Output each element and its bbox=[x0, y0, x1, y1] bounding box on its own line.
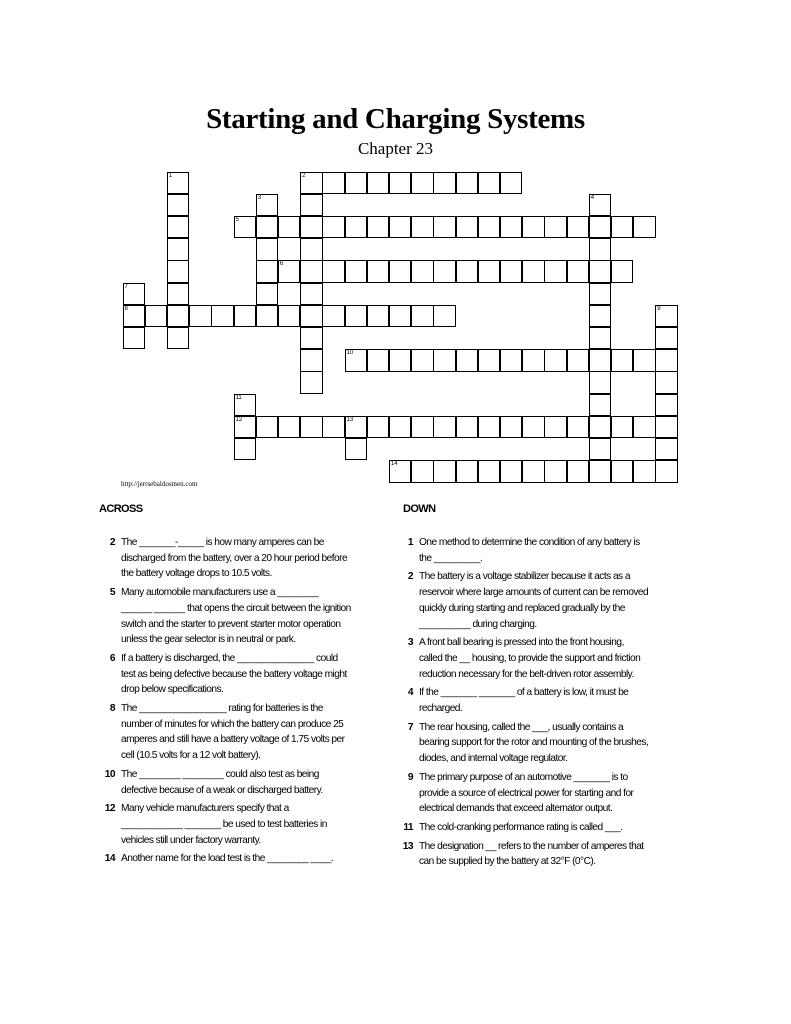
crossword-cell[interactable] bbox=[589, 216, 612, 239]
crossword-cell[interactable] bbox=[522, 349, 545, 372]
crossword-cell[interactable] bbox=[589, 371, 612, 394]
crossword-cell[interactable] bbox=[167, 238, 190, 261]
crossword-cell[interactable] bbox=[322, 416, 345, 439]
clue-number: 2 bbox=[109, 537, 115, 548]
clue-text: The designation __ refers to the number of amperes that can be supplied by the battery at 32°F (0°C). bbox=[419, 840, 644, 868]
crossword-cell[interactable] bbox=[234, 305, 257, 328]
clue-number: 11 bbox=[403, 821, 413, 833]
crossword-cell[interactable] bbox=[478, 349, 501, 372]
crossword-cell[interactable] bbox=[167, 194, 190, 217]
crossword-cell[interactable] bbox=[367, 349, 390, 372]
crossword-cell[interactable] bbox=[389, 260, 412, 283]
clue-number: 6 bbox=[109, 652, 115, 664]
clue-number: 4 bbox=[407, 687, 413, 699]
crossword-cell[interactable] bbox=[478, 172, 501, 195]
crossword-cell[interactable] bbox=[300, 260, 323, 283]
crossword-cell[interactable] bbox=[345, 305, 368, 328]
crossword-cell[interactable] bbox=[367, 260, 390, 283]
cell-number: 5 bbox=[235, 216, 239, 223]
crossword-cell[interactable] bbox=[567, 416, 590, 439]
crossword-cell[interactable] bbox=[433, 349, 456, 372]
across-clue bbox=[99, 585, 351, 648]
crossword-cell[interactable] bbox=[256, 216, 279, 239]
crossword-cell[interactable] bbox=[633, 349, 656, 372]
clue-text: The _______-_____ is how many amperes can be discharged from the battery, over a 20 hour period before the battery voltage drops to 10.5 volts. bbox=[121, 537, 348, 580]
cell-number: 13 bbox=[346, 416, 354, 423]
crossword-cell[interactable] bbox=[300, 349, 323, 372]
down-heading: DOWN bbox=[403, 503, 436, 515]
clue-text: A front ball bearing is pressed into the front housing, called the __ housing, to provide the support and friction reduction necessary for the belt-driven rotor assembly. bbox=[419, 637, 641, 680]
crossword-cell[interactable] bbox=[655, 349, 678, 372]
clue-text: The ________ ________ could also test as being defective because of a weak or discharged battery. bbox=[121, 768, 323, 796]
cell-number: 4 bbox=[590, 194, 595, 201]
crossword-cell[interactable] bbox=[522, 216, 545, 239]
page-title: Starting and Charging Systems bbox=[206, 103, 585, 135]
crossword-cell[interactable] bbox=[256, 283, 279, 306]
cell-number: 12 bbox=[235, 416, 243, 423]
crossword-cell[interactable] bbox=[345, 416, 368, 439]
down-clue bbox=[397, 820, 649, 836]
crossword-cell[interactable] bbox=[411, 172, 434, 195]
crossword-cell[interactable] bbox=[456, 349, 479, 372]
cell-number: 11 bbox=[235, 394, 242, 401]
crossword-cell[interactable] bbox=[167, 260, 190, 283]
clue-number: 12 bbox=[104, 803, 115, 815]
down-clue bbox=[397, 720, 649, 767]
crossword-cell[interactable] bbox=[478, 416, 501, 439]
clue-text: Many automobile manufacturers use a ________ ______ ______ that opens the circuit between the ignition switch and the starter to prevent starter motor operation unless the gear selector is in neutral or park. bbox=[121, 587, 351, 646]
clue-text: If the _______ _______ of a battery is low, it must be recharged. bbox=[419, 687, 629, 715]
crossword-cell[interactable] bbox=[322, 260, 345, 283]
page-subtitle: Chapter 23 bbox=[357, 139, 434, 158]
cell-number: 8 bbox=[124, 305, 128, 312]
crossword-cell[interactable] bbox=[123, 283, 146, 306]
crossword-cell[interactable] bbox=[456, 460, 479, 483]
across-clue bbox=[99, 651, 351, 698]
clue-number: 8 bbox=[109, 703, 115, 715]
crossword-cell[interactable] bbox=[145, 305, 168, 328]
across-heading: ACROSS bbox=[99, 503, 143, 515]
crossword-cell[interactable] bbox=[345, 260, 368, 283]
crossword-cell[interactable] bbox=[655, 371, 678, 394]
clue-number: 2 bbox=[407, 571, 413, 583]
crossword-cell[interactable] bbox=[300, 216, 323, 239]
crossword-cell[interactable] bbox=[322, 305, 345, 328]
crossword-cell[interactable] bbox=[655, 394, 678, 417]
down-clue bbox=[397, 685, 649, 716]
crossword-cell[interactable] bbox=[234, 394, 257, 417]
crossword-cell[interactable] bbox=[345, 172, 368, 195]
crossword-cell[interactable] bbox=[500, 172, 523, 195]
crossword-cell[interactable] bbox=[478, 260, 501, 283]
crossword-cell[interactable] bbox=[234, 438, 257, 461]
crossword-cell[interactable] bbox=[633, 216, 656, 239]
cell-number: 3 bbox=[257, 194, 262, 201]
cell-number: 2 bbox=[302, 172, 306, 179]
down-clue bbox=[397, 839, 649, 870]
crossword-cell[interactable] bbox=[256, 238, 279, 261]
crossword-cell[interactable] bbox=[589, 394, 612, 417]
across-clue bbox=[99, 535, 351, 582]
crossword-cell[interactable] bbox=[123, 305, 146, 328]
crossword-cell[interactable] bbox=[234, 216, 257, 239]
crossword-cell[interactable] bbox=[567, 460, 590, 483]
crossword-cell[interactable] bbox=[411, 416, 434, 439]
down-clue bbox=[397, 535, 649, 566]
clue-text: One method to determine the condition of any battery is the _________. bbox=[419, 537, 640, 564]
source-url: http://jerrsebaldosmen.com bbox=[121, 480, 198, 488]
across-clue bbox=[99, 801, 351, 848]
crossword-cell[interactable] bbox=[433, 416, 456, 439]
crossword-cell[interactable] bbox=[589, 327, 612, 350]
crossword-cell[interactable] bbox=[300, 238, 323, 261]
down-clue-list bbox=[397, 535, 649, 873]
crossword-cell[interactable] bbox=[389, 416, 412, 439]
crossword-cell[interactable] bbox=[345, 216, 368, 239]
cell-number: 1 bbox=[168, 172, 173, 179]
crossword-cell[interactable] bbox=[322, 216, 345, 239]
crossword-cell[interactable] bbox=[655, 305, 678, 328]
clue-text: Another name for the load test is the ________ ____. bbox=[121, 853, 334, 865]
crossword-cell[interactable] bbox=[589, 438, 612, 461]
crossword-cell[interactable] bbox=[589, 283, 612, 306]
crossword-cell[interactable] bbox=[500, 216, 523, 239]
crossword-cell[interactable] bbox=[367, 172, 390, 195]
crossword-cell[interactable] bbox=[589, 349, 612, 372]
crossword-cell[interactable] bbox=[256, 194, 279, 217]
crossword-cell[interactable] bbox=[544, 460, 567, 483]
crossword-cell[interactable] bbox=[167, 172, 190, 195]
cell-number: 7 bbox=[124, 283, 128, 290]
crossword-cell[interactable] bbox=[633, 416, 656, 439]
across-clue-list bbox=[99, 535, 351, 870]
crossword-cell[interactable] bbox=[389, 172, 412, 195]
crossword-cell[interactable] bbox=[655, 327, 678, 350]
crossword-cell[interactable] bbox=[567, 260, 590, 283]
crossword-cell[interactable] bbox=[655, 416, 678, 439]
crossword-grid bbox=[0, 0, 791, 500]
crossword-cell[interactable] bbox=[300, 371, 323, 394]
crossword-cell[interactable] bbox=[123, 327, 146, 350]
crossword-cell[interactable] bbox=[633, 460, 656, 483]
crossword-cell[interactable] bbox=[389, 216, 412, 239]
clue-text: If a battery is discharged, the _______________ could test as being defective because the battery voltage might drop below specifications. bbox=[121, 652, 347, 696]
crossword-cell[interactable] bbox=[189, 305, 212, 328]
crossword-cell[interactable] bbox=[367, 305, 390, 328]
crossword-cell[interactable] bbox=[567, 349, 590, 372]
clue-number: 10 bbox=[104, 768, 115, 780]
clue-number: 3 bbox=[407, 637, 413, 649]
crossword-cell[interactable] bbox=[433, 216, 456, 239]
crossword-cell[interactable] bbox=[433, 172, 456, 195]
crossword-cell[interactable] bbox=[544, 216, 567, 239]
crossword-cell[interactable] bbox=[345, 438, 368, 461]
crossword-cell[interactable] bbox=[278, 416, 301, 439]
clue-number: 14 bbox=[104, 853, 115, 865]
crossword-cell[interactable] bbox=[478, 460, 501, 483]
crossword-cell[interactable] bbox=[278, 305, 301, 328]
crossword-cell[interactable] bbox=[611, 416, 634, 439]
crossword-cell[interactable] bbox=[611, 349, 634, 372]
crossword-cell[interactable] bbox=[456, 172, 479, 195]
cell-number: 9 bbox=[657, 305, 661, 312]
crossword-cell[interactable] bbox=[456, 260, 479, 283]
crossword-cell[interactable] bbox=[589, 416, 612, 439]
down-clue bbox=[397, 635, 649, 682]
across-clue bbox=[99, 851, 351, 867]
crossword-cell[interactable] bbox=[256, 416, 279, 439]
crossword-cell[interactable] bbox=[300, 194, 323, 217]
crossword-cell[interactable] bbox=[322, 172, 345, 195]
crossword-cell[interactable] bbox=[611, 216, 634, 239]
crossword-cell[interactable] bbox=[522, 460, 545, 483]
clue-text: Many vehicle manufacturers specify that a ____________ _______ be used to test batteries in vehicles still under factory warranty. bbox=[121, 803, 327, 846]
crossword-cell[interactable] bbox=[411, 460, 434, 483]
crossword-cell[interactable] bbox=[611, 460, 634, 483]
down-clue bbox=[397, 770, 649, 817]
cell-number: 6 bbox=[279, 261, 284, 268]
crossword-cell[interactable] bbox=[500, 416, 523, 439]
crossword-cell[interactable] bbox=[167, 305, 190, 328]
crossword-cell[interactable] bbox=[167, 216, 190, 239]
clue-number: 9 bbox=[407, 771, 413, 783]
crossword-cell[interactable] bbox=[589, 238, 612, 261]
crossword-cell[interactable] bbox=[389, 305, 412, 328]
clue-text: The battery is a voltage stabilizer because it acts as a reservoir where large amounts of current can be removed quickly during starting and replaced gradually by the __________ during charging. bbox=[419, 571, 649, 630]
crossword-cell[interactable] bbox=[655, 438, 678, 461]
crossword-cell[interactable] bbox=[211, 305, 234, 328]
crossword-cell[interactable] bbox=[522, 260, 545, 283]
clue-text: The rear housing, called the ___, usually contains a bearing support for the rotor and mounting of the brushes, diodes, and internal voltage regulator. bbox=[419, 721, 649, 765]
down-clue bbox=[397, 569, 649, 632]
crossword-cell[interactable] bbox=[234, 416, 257, 439]
crossword-cell[interactable] bbox=[611, 260, 634, 283]
crossword-cell[interactable] bbox=[167, 283, 190, 306]
crossword-cell[interactable] bbox=[567, 216, 590, 239]
crossword-cell[interactable] bbox=[300, 172, 323, 195]
crossword-cell[interactable] bbox=[500, 349, 523, 372]
clue-number: 5 bbox=[109, 587, 115, 599]
crossword-cell[interactable] bbox=[544, 416, 567, 439]
crossword-cell[interactable] bbox=[411, 349, 434, 372]
crossword-cell[interactable] bbox=[300, 416, 323, 439]
clue-text: The primary purpose of an automotive _______ is to provide a source of electrical power for starting and for electrical demands that exceed alternator output. bbox=[419, 771, 634, 815]
crossword-cell[interactable] bbox=[256, 260, 279, 283]
crossword-cell[interactable] bbox=[500, 460, 523, 483]
crossword-cell[interactable] bbox=[300, 305, 323, 328]
crossword-cell[interactable] bbox=[345, 349, 368, 372]
crossword-cell[interactable] bbox=[300, 283, 323, 306]
crossword-cell[interactable] bbox=[411, 305, 434, 328]
crossword-cell[interactable] bbox=[167, 327, 190, 350]
crossword-cell[interactable] bbox=[367, 416, 390, 439]
across-clue bbox=[99, 701, 351, 764]
clue-number: 13 bbox=[402, 840, 413, 852]
crossword-cell[interactable] bbox=[389, 460, 412, 483]
crossword-cell[interactable] bbox=[411, 260, 434, 283]
crossword-cell[interactable] bbox=[433, 460, 456, 483]
crossword-cell[interactable] bbox=[589, 260, 612, 283]
crossword-cell[interactable] bbox=[456, 416, 479, 439]
clue-number: 7 bbox=[407, 721, 413, 733]
crossword-cell[interactable] bbox=[433, 260, 456, 283]
crossword-cell[interactable] bbox=[478, 216, 501, 239]
crossword-cell[interactable] bbox=[367, 216, 390, 239]
clue-text: The _________________ rating for batteries is the number of minutes for which the battery can produce 25 amperes and still have a battery voltage of 1.75 volts per cell (10.5 volts for a 12 volt battery). bbox=[121, 703, 345, 762]
crossword-cell[interactable] bbox=[589, 305, 612, 328]
crossword-cell[interactable] bbox=[522, 416, 545, 439]
cell-number: 10 bbox=[346, 350, 354, 357]
crossword-cell[interactable] bbox=[433, 305, 456, 328]
crossword-cell[interactable] bbox=[589, 460, 612, 483]
crossword-cell[interactable] bbox=[300, 327, 323, 350]
crossword-cell[interactable] bbox=[655, 460, 678, 483]
crossword-cell[interactable] bbox=[544, 260, 567, 283]
crossword-cell[interactable] bbox=[500, 260, 523, 283]
crossword-cell[interactable] bbox=[589, 194, 612, 217]
crossword-cell[interactable] bbox=[411, 216, 434, 239]
crossword-cell[interactable] bbox=[456, 216, 479, 239]
crossword-cell[interactable] bbox=[544, 349, 567, 372]
crossword-cell[interactable] bbox=[256, 305, 279, 328]
across-clue bbox=[99, 767, 351, 798]
clue-text: The cold-cranking performance rating is called ___. bbox=[419, 821, 623, 833]
crossword-cell[interactable] bbox=[389, 349, 412, 372]
crossword-cell[interactable] bbox=[278, 260, 301, 283]
cell-number: 14 bbox=[390, 461, 398, 468]
crossword-cell[interactable] bbox=[278, 216, 301, 239]
clue-number: 1 bbox=[407, 537, 413, 548]
